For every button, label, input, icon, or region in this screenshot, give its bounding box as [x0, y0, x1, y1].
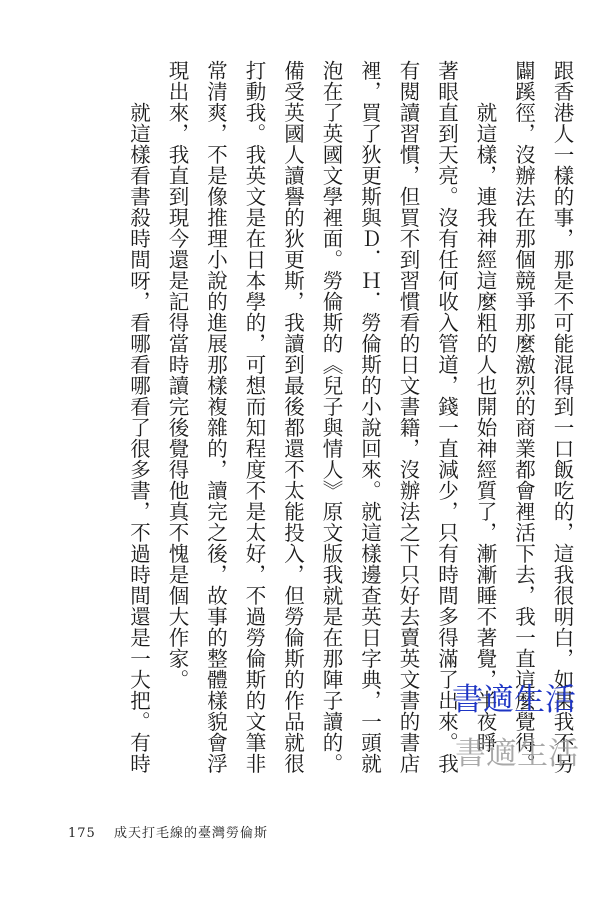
text-column: 備受英國人讀譽的狄更斯，我讀到最後都還不太能投入，但勞倫斯的作品就很 — [280, 60, 305, 774]
text-column: 泡在了英國文學裡面。勞倫斯的《兒子與情人》原文版我就是在那陣子讀的。 — [319, 60, 343, 774]
page-footer — [68, 822, 268, 841]
watermark-secondary: 書適生活 — [455, 736, 579, 772]
text-column: 有閱讀習慣，但買不到習慣看的日文書籍，沒辦法之下只好去賣英文書的書店 — [396, 60, 420, 774]
page-number: 175 — [68, 826, 96, 841]
text-column: 現出來，我直到現今還是記得當時讀完後覺得他真不愧是個大作家。 — [165, 60, 189, 690]
running-chapter-title: 成天打毛線的臺灣勞倫斯 — [113, 826, 268, 841]
text-column: 著眼直到天亮。沒有任何收入管道，錢一直減少，只有時間多得滿了出來。我 — [434, 60, 459, 774]
watermark-primary: 書適生活 — [452, 682, 576, 718]
text-column: 裡，買了狄更斯與Ｄ．Ｈ．勞倫斯的小說回來。就這樣邊查英日字典，一頭就 — [357, 60, 382, 774]
text-column: 跟香港人一樣的事，那是不可能混得到一口飯吃的，這我很明白，如果我不另 — [550, 60, 574, 774]
text-column: 就這樣看書殺時間呀，看哪看哪看了很多書，不過時間還是一大把。有時 — [126, 102, 151, 774]
text-column: 就這樣，連我神經這麼粗的人也開始神經質了，漸漸睡不著覺，半夜睜 — [473, 102, 497, 753]
text-column: 常清爽，不是像推理小說的進展那樣複雜的，讀完之後，故事的整體樣貌會浮 — [203, 60, 228, 774]
text-column: 闢蹊徑，沒辦法在那個競爭那麼激烈的商業都會裡活下去，我一直這麼覺得。 — [511, 60, 536, 774]
text-column: 打動我。我英文是在日本學的，可想而知程度不是太好，不過勞倫斯的文筆非 — [242, 60, 266, 774]
